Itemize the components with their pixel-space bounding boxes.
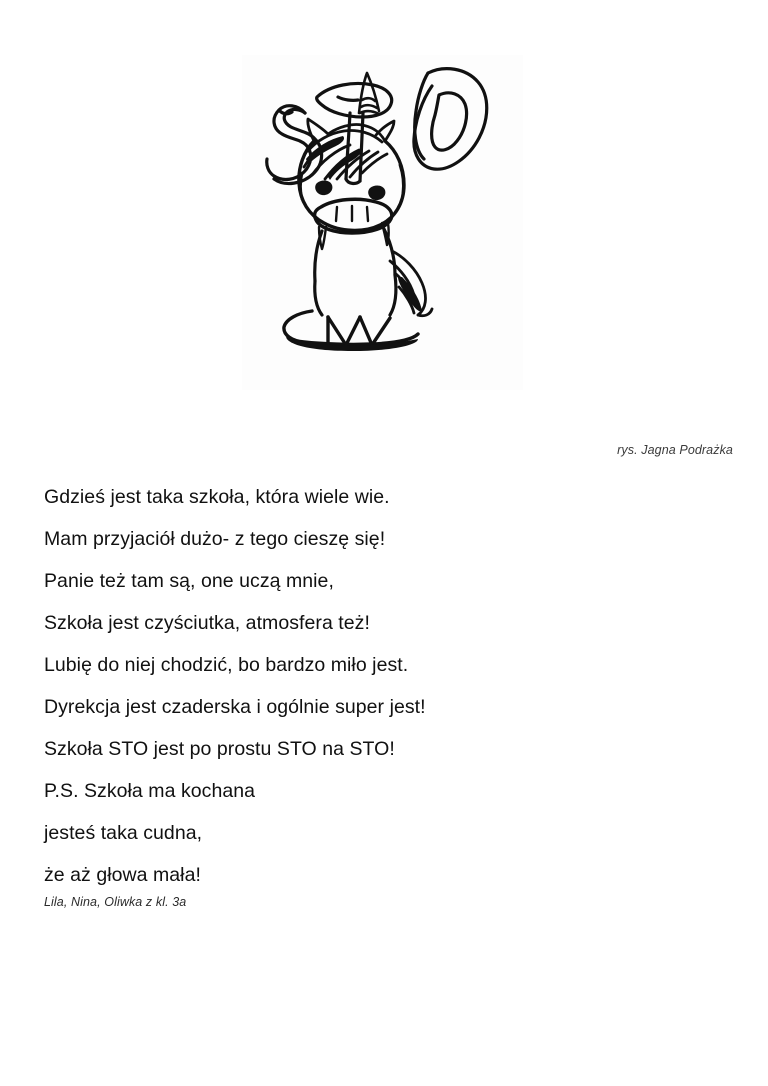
poem-line-1: Gdzieś jest taka szkoła, która wiele wie.: [44, 486, 390, 508]
poem-line-7: Szkoła STO jest po prostu STO na STO!: [44, 738, 395, 760]
unicorn-drawing-svg: [242, 55, 523, 390]
poem-line-2: Mam przyjaciół dużo- z tego cieszę się!: [44, 528, 386, 550]
poem-body: [44, 476, 684, 896]
poem-line-6: Dyrekcja jest czaderska i ogólnie super jest!: [44, 696, 426, 718]
poem-line-8: P.S. Szkoła ma kochana: [44, 780, 256, 802]
poem-signature: Lila, Nina, Oliwka z kl. 3a: [44, 895, 187, 909]
poem-line-10: że aż głowa mała!: [44, 864, 201, 886]
poem-line-5: Lubię do niej chodzić, bo bardzo miło jest.: [44, 654, 409, 676]
illustration-caption: rys. Jagna Podrażka: [617, 443, 733, 457]
poem-line-9: jesteś taka cudna,: [44, 822, 203, 844]
poem-line-4: Szkoła jest czyściutka, atmosfera też!: [44, 612, 370, 634]
illustration-panel: [242, 55, 523, 390]
poem-line-3: Panie też tam są, one uczą mnie,: [44, 570, 334, 592]
